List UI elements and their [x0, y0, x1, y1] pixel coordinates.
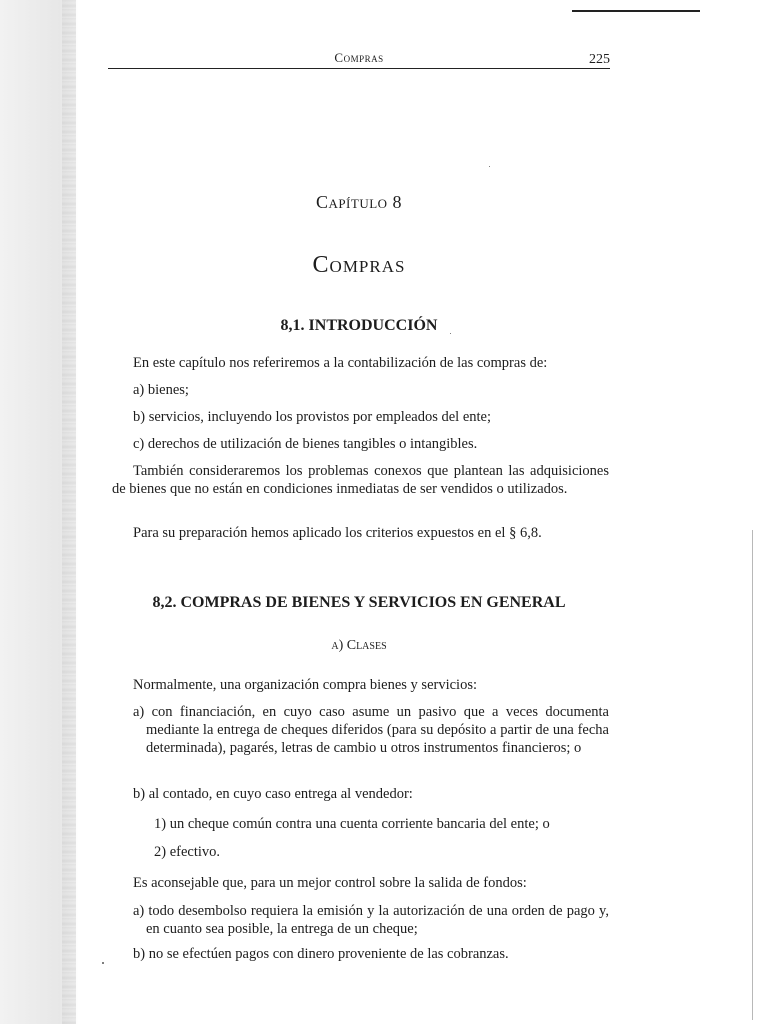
- list-item-desembolso: a) todo desembolso requiera la emisión y la autorización de una orden de pago y, en cuanto sea posible, la entrega de un cheque;: [133, 903, 609, 937]
- header-rule: [108, 68, 610, 69]
- running-head: [108, 48, 610, 72]
- chapter-title: Compras: [312, 252, 406, 278]
- list-item: a) bienes;: [133, 382, 189, 398]
- chapter-label: Capítulo 8: [315, 192, 403, 212]
- right-edge-line: [752, 530, 753, 1020]
- paragraph-aconsejable: Es aconsejable que, para un mejor control sobre la salida de fondos:: [133, 875, 527, 891]
- scan-speck: [450, 333, 451, 334]
- list-item-cobranzas: b) no se efectúen pagos con dinero proveniente de las cobranzas.: [133, 946, 509, 962]
- section-heading-compras-generales: 8,2. COMPRAS DE BIENES Y SERVICIOS EN GENERAL: [152, 594, 566, 611]
- binding-shadow: [62, 0, 76, 1024]
- paragraph-preparacion: Para su preparación hemos aplicado los criterios expuestos en el § 6,8.: [133, 525, 542, 541]
- list-item: b) servicios, incluyendo los provistos por empleados del ente;: [133, 409, 491, 425]
- page-number: 225: [589, 52, 610, 67]
- running-title: Compras: [334, 50, 384, 65]
- paragraph-intro: En este capítulo nos referiremos a la contabilización de las compras de:: [133, 355, 548, 371]
- scan-speck: [102, 962, 104, 964]
- sub-list-item: 1) un cheque común contra una cuenta corriente bancaria del ente; o: [154, 816, 550, 832]
- subsection-heading-clases: a) Clases: [331, 638, 387, 653]
- list-item-financiacion: a) con financiación, en cuyo caso asume un pasivo que a veces documenta mediante la entrega de cheques diferidos (para su depósito a partir de una fecha determinada), pagarés, letras de cambio u otros instrumentos financieros; o: [133, 704, 609, 756]
- list-item-contado: b) al contado, en cuyo caso entrega al vendedor:: [133, 786, 413, 802]
- paragraph-normalmente: Normalmente, una organización compra bienes y servicios:: [133, 677, 477, 693]
- list-item: c) derechos de utilización de bienes tangibles o intangibles.: [133, 436, 478, 452]
- paragraph-problemas: También consideraremos los problemas conexos que plantean las adquisiciones de bienes que no están en condiciones inmediatas de ser vendidos o utilizados.: [112, 463, 609, 497]
- top-corner-rule: [572, 10, 700, 12]
- sub-list-item: 2) efectivo.: [154, 844, 221, 860]
- section-heading-introduccion: 8,1. INTRODUCCIÓN: [280, 317, 438, 334]
- scan-speck: [489, 166, 490, 167]
